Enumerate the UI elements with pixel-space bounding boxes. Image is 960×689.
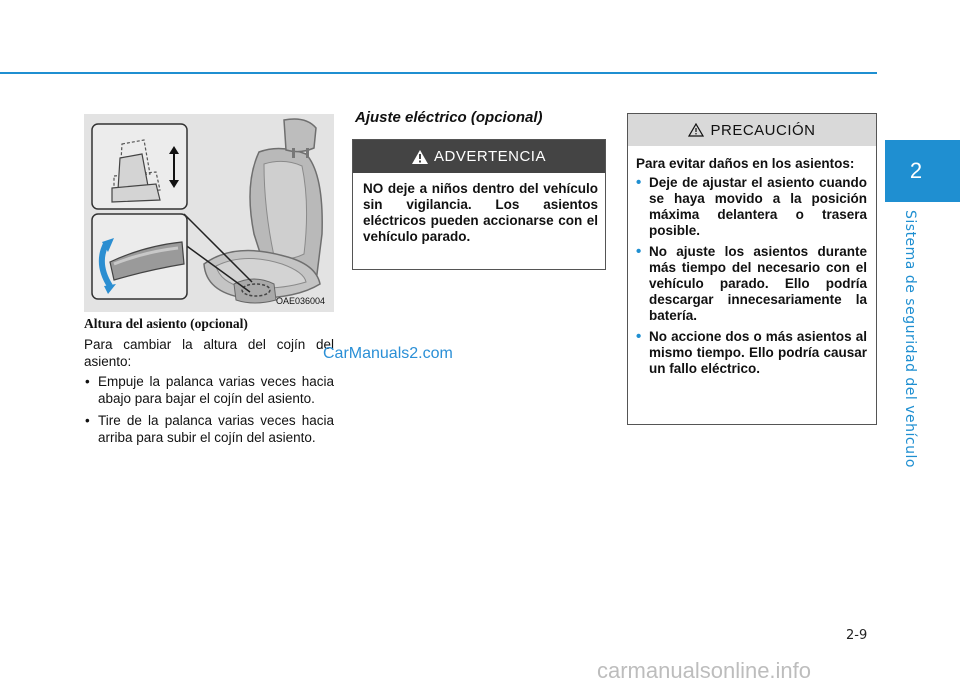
list-item: • Deje de ajustar el asiento cuando se haya movido a la posición máxima delantera o trasera posible. <box>636 175 867 239</box>
warning-triangle-icon <box>412 150 428 164</box>
caution-triangle-icon <box>688 123 704 137</box>
chapter-number: 2 <box>909 158 923 183</box>
caution-intro: Para evitar daños en los asientos: <box>636 156 855 171</box>
seat-height-heading: Altura del asiento (opcional) <box>84 316 248 331</box>
caution-list <box>636 175 867 377</box>
chapter-title-vertical <box>896 210 926 468</box>
chapter-tab[interactable] <box>885 140 960 202</box>
power-adjust-title: Ajuste eléctrico (opcional) <box>355 109 543 126</box>
list-item: • No ajuste los asientos durante más tiempo del necesario con el vehículo parado. Ello podría descargar innecesariamente la batería. <box>636 244 867 324</box>
figure-code: OAE036004 <box>276 296 326 306</box>
list-item: • No accione dos o más asientos al mismo tiempo. Ello podría causar un fallo eléctrico. <box>636 329 867 377</box>
warning-box <box>352 139 606 270</box>
header-rule <box>0 72 877 74</box>
caution-box <box>627 113 877 425</box>
seat-illustration <box>84 114 334 312</box>
caution-label: PRECAUCIÓN <box>710 121 816 139</box>
watermark-footer[interactable]: carmanualsonline.info <box>597 658 812 683</box>
list-item: • Tire de la palanca varias veces hacia arriba para subir el cojín del asiento. <box>84 413 334 446</box>
warning-header <box>353 140 605 173</box>
caution-header <box>628 114 876 146</box>
seat-height-intro: Para cambiar la altura del cojín del asiento: <box>84 337 334 369</box>
caution-body <box>628 146 876 377</box>
seat-drawing <box>84 114 334 312</box>
warning-label: ADVERTENCIA <box>434 148 546 165</box>
seat-height-section <box>84 316 334 452</box>
seat-height-list <box>84 374 334 446</box>
chapter-title: Sistema de seguridad del vehículo <box>902 210 918 468</box>
warning-text: NO deje a niños dentro del vehículo sin vigilancia. Los asientos eléctricos pueden accionarse con el vehículo parado. <box>363 181 598 244</box>
watermark-link[interactable]: CarManuals2.com <box>323 345 453 362</box>
list-item: • Empuje la palanca varias veces hacia abajo para bajar el cojín del asiento. <box>84 374 334 407</box>
page-number: 2-9 <box>846 628 868 643</box>
